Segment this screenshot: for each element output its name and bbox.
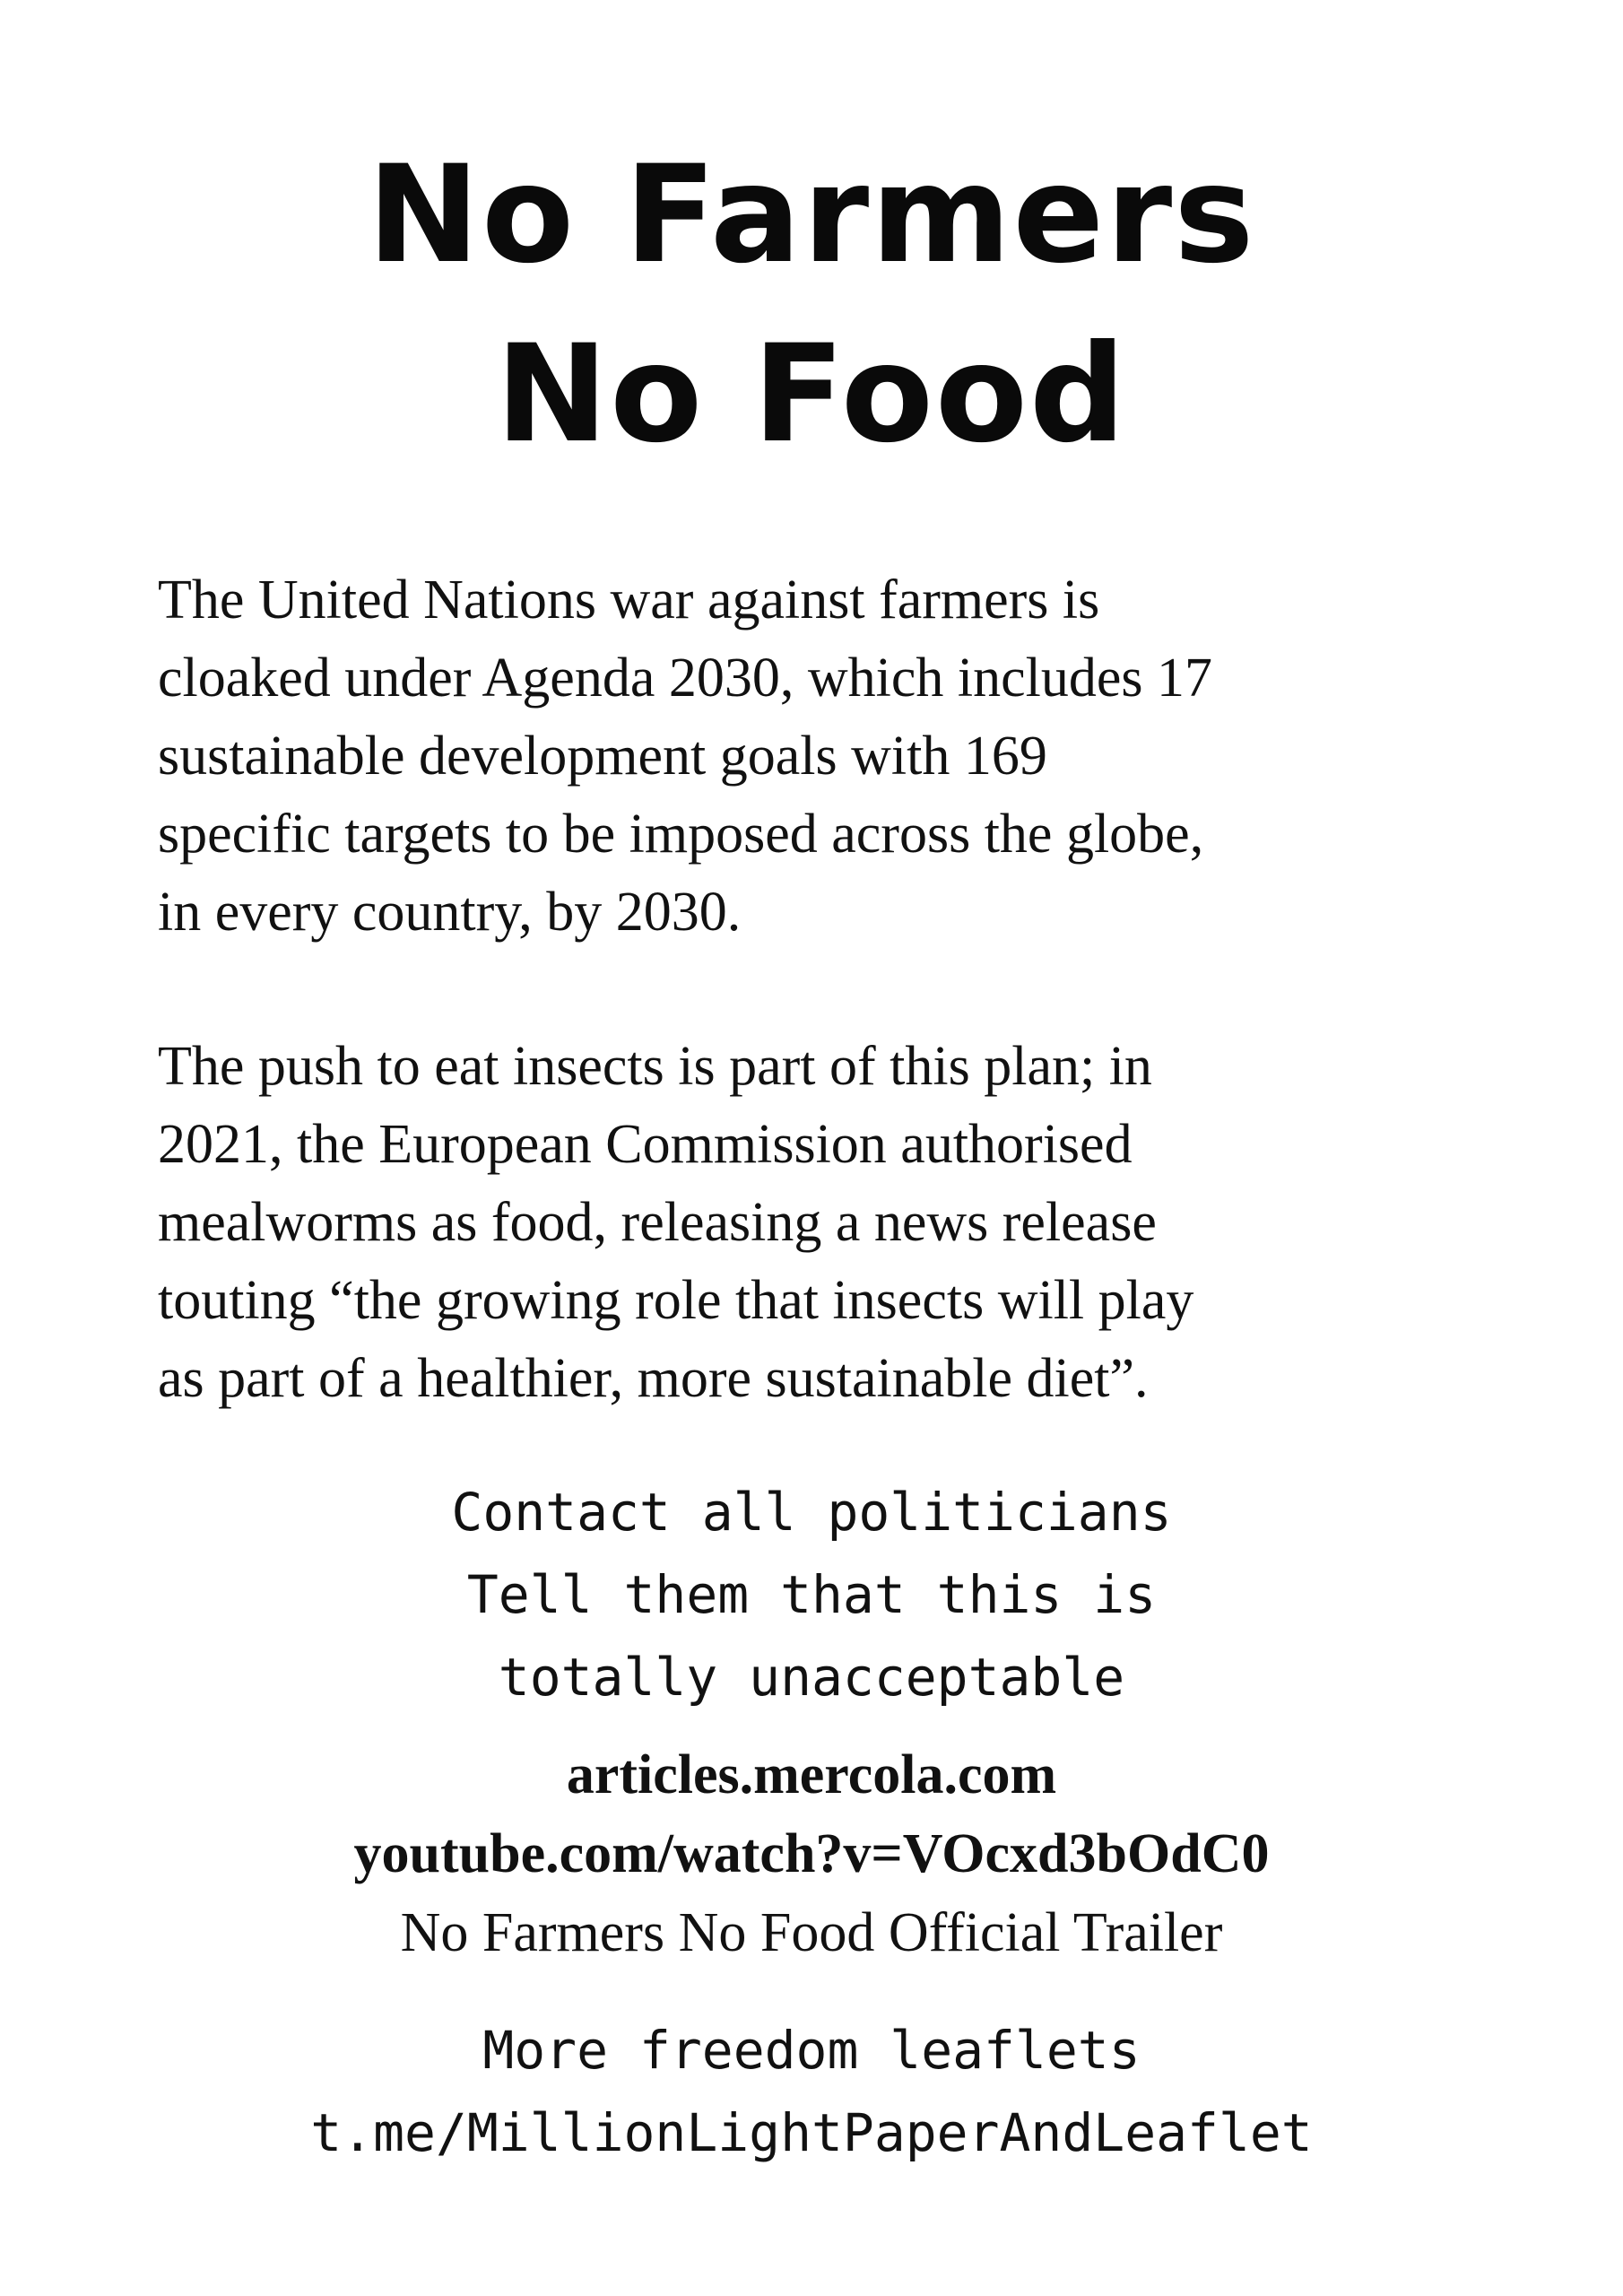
paragraph-insects (158, 1028, 1503, 1418)
paragraph-line: as part of a healthier, more sustainable diet”. (158, 1348, 1149, 1409)
paragraph-line: cloaked under Agenda 2030, which includes 17 (158, 648, 1212, 709)
source-video-title: No Farmers No Food Official Trailer (400, 1902, 1223, 1963)
more-leaflets-link[interactable]: t.me/MillionLightPaperAndLeaflet (310, 2102, 1313, 2163)
paragraph-line: in every country, by 2030. (158, 882, 742, 943)
more-leaflets (0, 2009, 1623, 2174)
title-line-2: No Food (495, 317, 1128, 473)
sources-block (0, 1735, 1623, 1972)
paragraph-line: 2021, the European Commission authorised (158, 1114, 1133, 1175)
title-line-1: No Farmers (367, 137, 1256, 293)
call-to-action-line: Tell them that this is (466, 1564, 1157, 1625)
paragraph-line: The United Nations war against farmers is (158, 570, 1100, 631)
paragraph-line: sustainable development goals with 169 (158, 726, 1047, 787)
paragraph-line: The push to eat insects is part of this plan; in (158, 1036, 1152, 1097)
call-to-action-line: totally unacceptable (498, 1647, 1125, 1708)
source-video-link[interactable]: youtube.com/watch?v=VOcxd3bOdC0 (353, 1823, 1270, 1884)
call-to-action (0, 1471, 1623, 1718)
call-to-action-line: Contact all politicians (451, 1482, 1172, 1543)
paragraph-line: specific targets to be imposed across the globe, (158, 804, 1204, 865)
more-leaflets-label: More freedom leaflets (482, 2020, 1141, 2081)
paragraph-line: touting “the growing role that insects will play (158, 1270, 1194, 1331)
paragraph-agenda-2030 (158, 561, 1503, 952)
source-site-link[interactable]: articles.mercola.com (566, 1744, 1057, 1805)
paragraph-line: mealworms as food, releasing a news release (158, 1192, 1157, 1253)
